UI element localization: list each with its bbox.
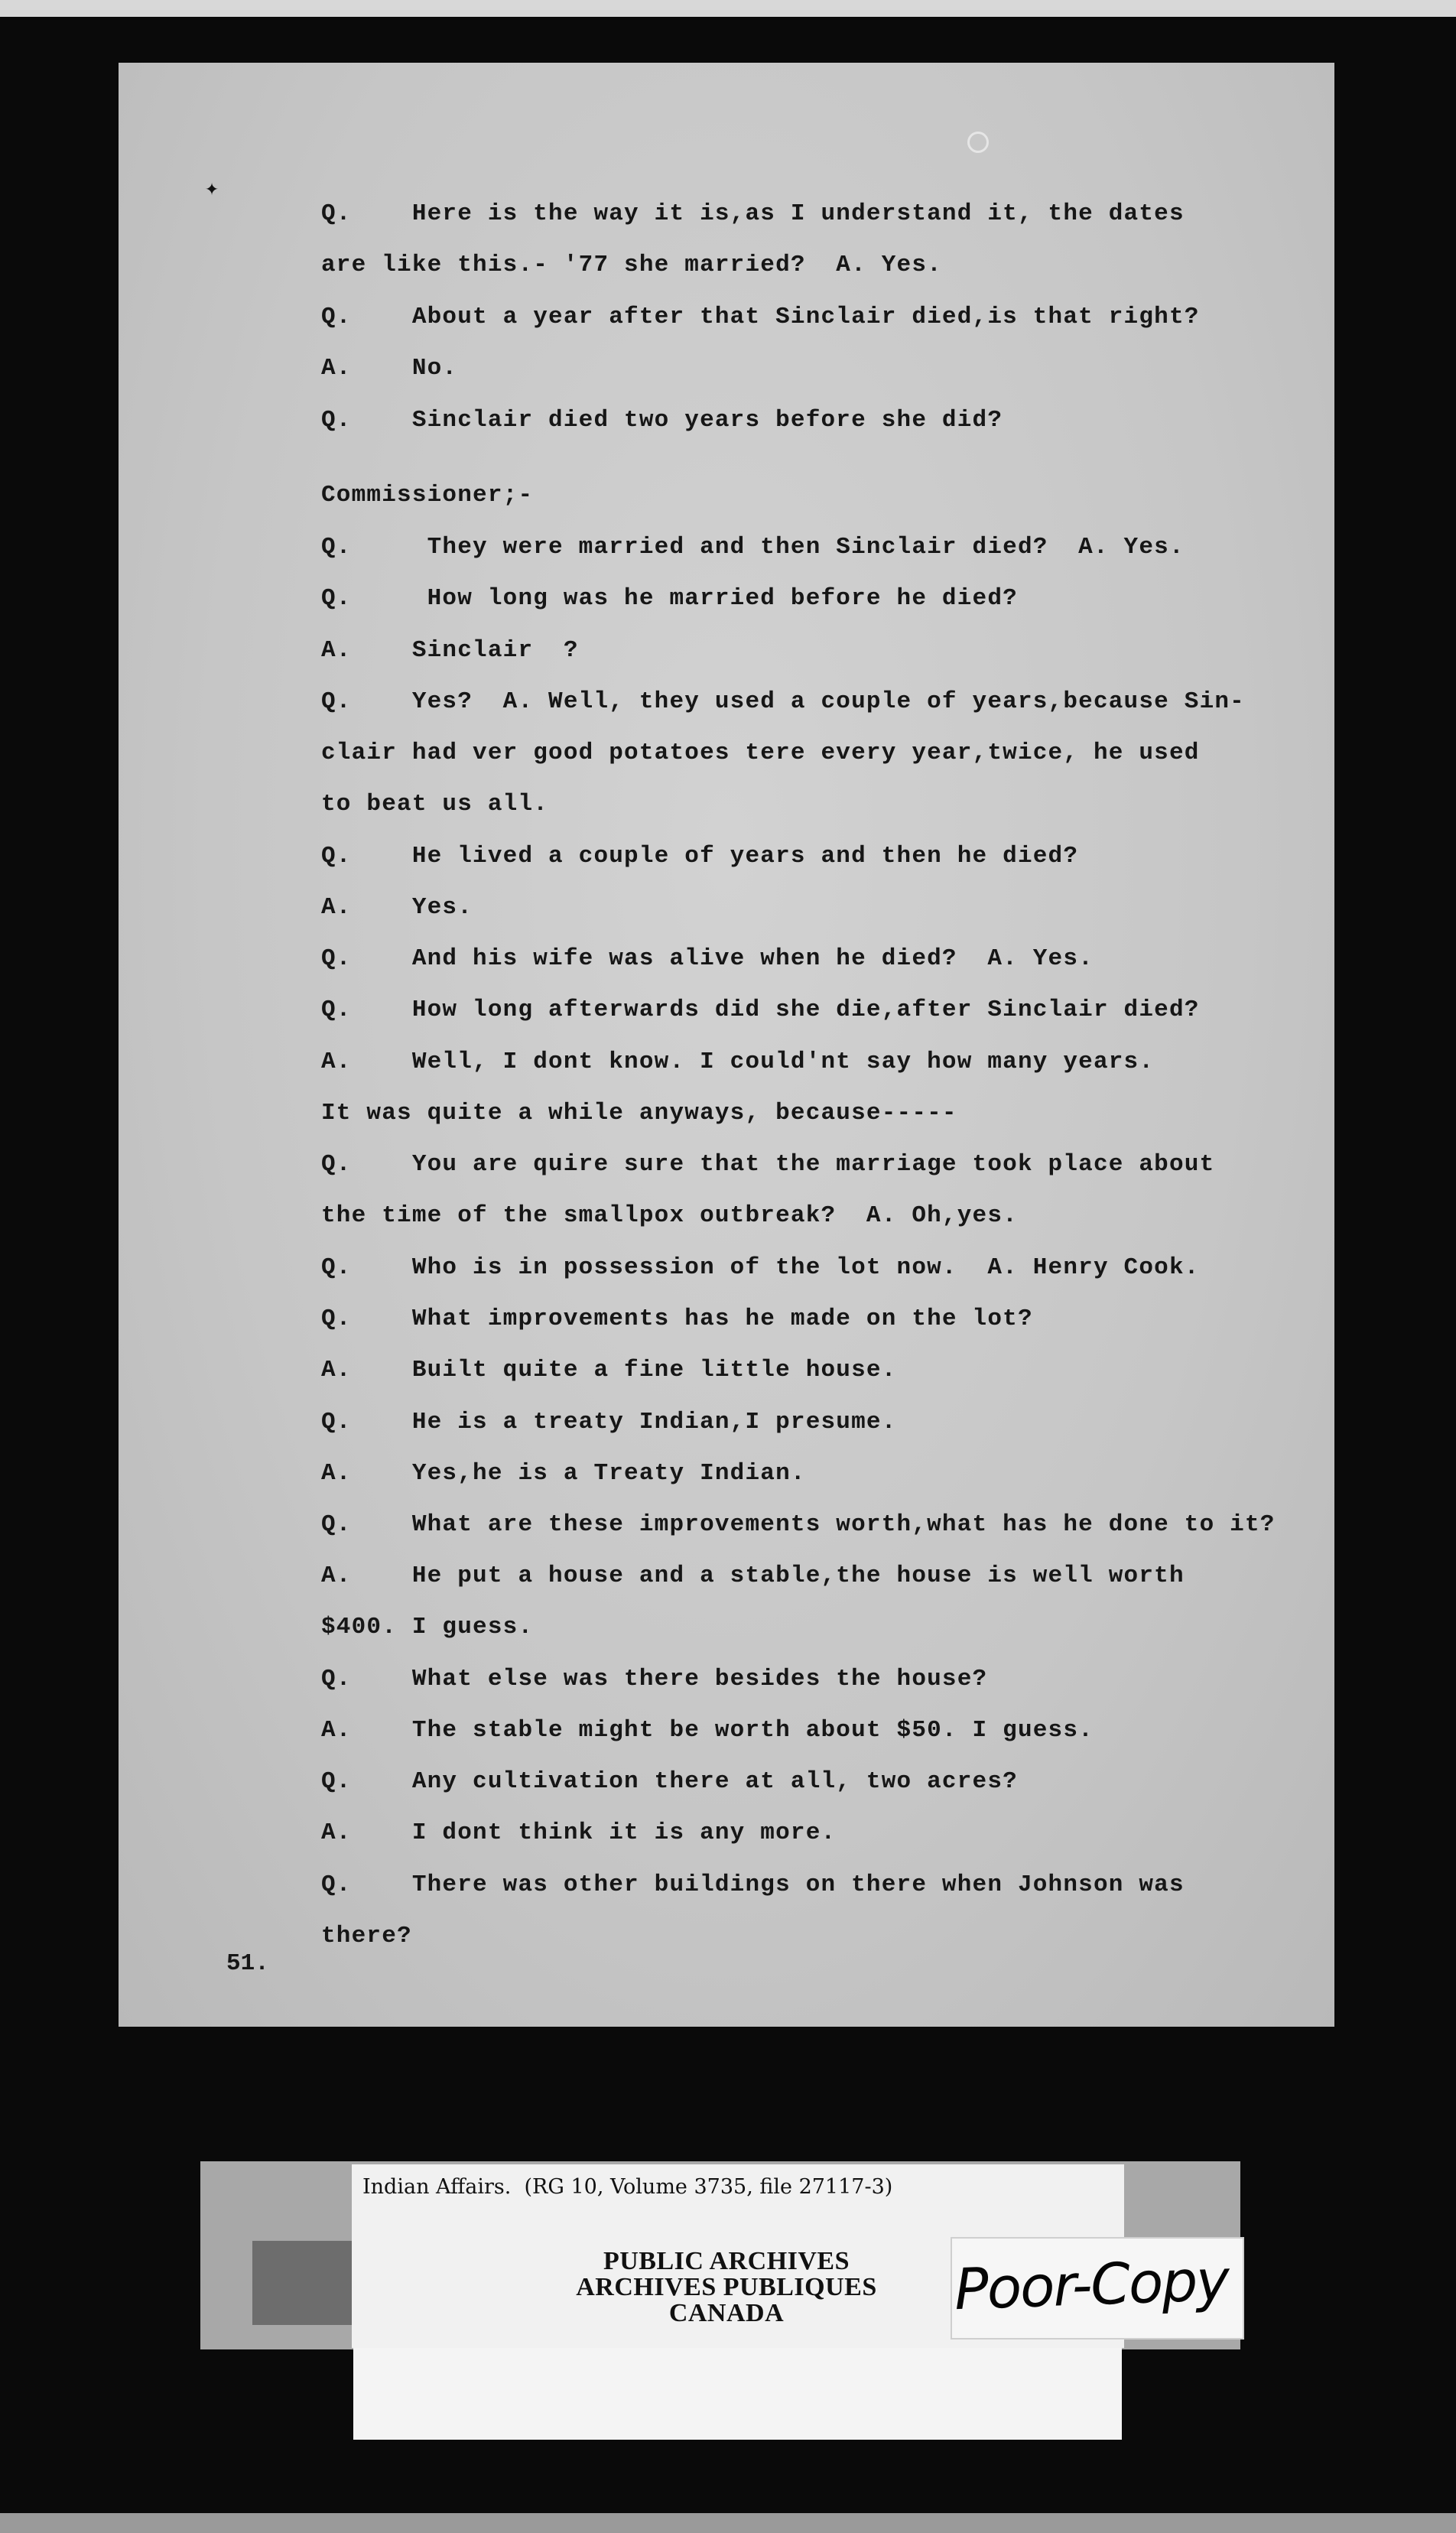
transcript-line: $400. I guess. [321, 1614, 534, 1640]
transcript-line: Q. Yes? A. Well, they used a couple of years,because Sin- [321, 688, 1245, 715]
transcript-line: Q. Here is the way it is,as I understand it, the dates [321, 200, 1185, 227]
transcript-line: Q. There was other buildings on there when Johnson was [321, 1871, 1185, 1898]
transcript-line: Q. What are these improvements worth,what has he done to it? [321, 1511, 1276, 1538]
transcript-line: A. Well, I dont know. I could'nt say how many years. [321, 1049, 1155, 1075]
transcript-line: clair had ver good potatoes tere every year,twice, he used [321, 740, 1200, 766]
transcript-line: A. Built quite a fine little house. [321, 1357, 897, 1384]
poor-copy-note: Poor-Copy [953, 2247, 1230, 2323]
transcript-line: Q. He lived a couple of years and then he died? [321, 843, 1079, 870]
transcript-line: A. He put a house and a stable,the house is well worth [321, 1562, 1185, 1589]
transcript-line: the time of the smallpox outbreak? A. Oh,yes. [321, 1202, 1018, 1229]
archive-reference: Indian Affairs. (RG 10, Volume 3735, file 27117-3) [362, 2175, 893, 2199]
transcript-line: are like this.- '77 she married? A. Yes. [321, 252, 942, 278]
page-number: 51. [226, 1950, 269, 1977]
transcript-line: Q. How long afterwards did she die,after Sinclair died? [321, 997, 1200, 1023]
archive-label-lower [353, 2348, 1122, 2440]
transcript-line: Q. What improvements has he made on the lot? [321, 1306, 1033, 1332]
transcript-line: Q. What else was there besides the house? [321, 1666, 988, 1692]
transcript-line: Q. Sinclair died two years before she did? [321, 407, 1003, 434]
transcript-line: Q. Any cultivation there at all, two acres? [321, 1768, 1018, 1795]
transcript-line: Q. How long was he married before he died? [321, 585, 1018, 612]
transcript-line: Commissioner;- [321, 482, 534, 509]
transcript-line: Q. You are quire sure that the marriage took place about [321, 1151, 1215, 1178]
transcript-line: A. No. [321, 355, 458, 382]
stamp-line-1: PUBLIC ARCHIVES [603, 2247, 850, 2275]
transcript-line: Q. About a year after that Sinclair died,is that right? [321, 304, 1200, 330]
punch-hole [967, 132, 989, 153]
transcript-line: to beat us all. [321, 791, 549, 818]
transcript-line: Q. Who is in possession of the lot now. A. Henry Cook. [321, 1254, 1200, 1281]
film-edge-top [0, 0, 1456, 17]
transcript-line: Q. He is a treaty Indian,I presume. [321, 1409, 897, 1436]
film-edge-bottom [0, 2513, 1456, 2533]
transcript-line: A. Sinclair ? [321, 637, 579, 664]
transcript-line: Q. And his wife was alive when he died? A. Yes. [321, 945, 1094, 972]
stamp-line-2: ARCHIVES PUBLIQUES [576, 2273, 877, 2301]
archives-stamp [535, 2248, 918, 2327]
transcript-line: A. Yes. [321, 894, 473, 921]
transcript-line: A. Yes,he is a Treaty Indian. [321, 1460, 806, 1487]
corner-mark: ✦ [205, 177, 219, 203]
transcript-line: A. The stable might be worth about $50. I guess. [321, 1717, 1094, 1744]
transcript-line: Q. They were married and then Sinclair died? A. Yes. [321, 534, 1185, 561]
stamp-line-3: CANADA [668, 2299, 785, 2327]
transcript-line: there? [321, 1923, 412, 1949]
transcript-line: It was quite a while anyways, because----- [321, 1100, 957, 1127]
transcript-line: A. I dont think it is any more. [321, 1819, 837, 1846]
